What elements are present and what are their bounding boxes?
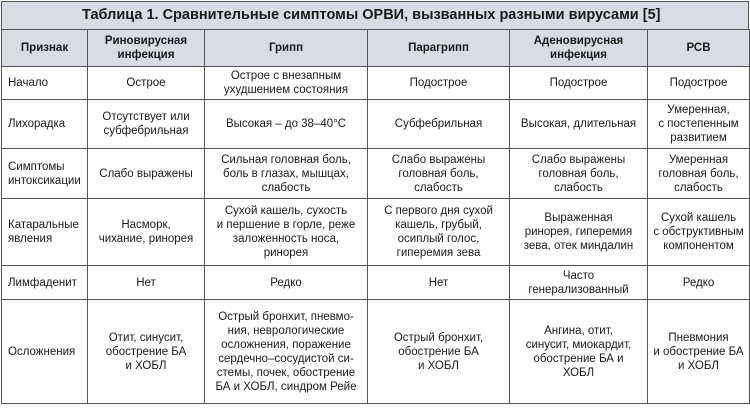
table-cell: Сухой кашель с обструктивным компонентом	[648, 199, 750, 266]
table-cell: Слабо выражены головная боль, слабость	[368, 149, 510, 199]
column-header-influenza: Грипп	[205, 30, 368, 67]
table-cell: Острый бронхит, обострение БА и ХОБЛ	[368, 300, 510, 404]
table-caption: Таблица 1. Сравнительные симптомы ОРВИ, вызванных разными вирусами [5]	[1, 1, 749, 29]
table-cell: Острое с внезапным ухудшением состояния	[205, 67, 368, 100]
row-label: Осложнения	[2, 300, 88, 404]
table-cell: Пневмония и обострение БА и ХОБЛ	[648, 300, 750, 404]
row-label: Лихорадка	[2, 100, 88, 149]
table-cell: Редко	[648, 266, 750, 300]
table-cell: Острое	[88, 67, 205, 100]
table-cell: Сильная головная боль, боль в глазах, мышцах, слабость	[205, 149, 368, 199]
table-cell: Высокая, длительная	[510, 100, 648, 149]
column-header-sign: Признак	[2, 30, 88, 67]
row-label: Катаральные явления	[2, 199, 88, 266]
row-label: Симптомы интоксикации	[2, 149, 88, 199]
table-cell: Подострое	[510, 67, 648, 100]
table-cell: Субфебрильная	[368, 100, 510, 149]
table-row	[2, 300, 750, 404]
table-cell: Слабо выражены	[88, 149, 205, 199]
symptoms-table	[1, 29, 750, 404]
table-cell: Подострое	[648, 67, 750, 100]
table-cell: Умеренная головная боль, слабость	[648, 149, 750, 199]
table-cell: Слабо выражены головная боль, слабость	[510, 149, 648, 199]
table-cell: Нет	[88, 266, 205, 300]
table-cell: Отит, синусит, обострение БА и ХОБЛ	[88, 300, 205, 404]
row-label: Начало	[2, 67, 88, 100]
row-label: Лимфаденит	[2, 266, 88, 300]
table-cell: Умеренная, с постепенным развитием	[648, 100, 750, 149]
table-cell: Отсутствует или субфебрильная	[88, 100, 205, 149]
table-cell: Подострое	[368, 67, 510, 100]
table-row	[2, 266, 750, 300]
header-row	[2, 30, 750, 67]
table-cell: Часто генерализованный	[510, 266, 648, 300]
table-figure	[1, 1, 749, 406]
table-cell: Высокая – до 38–40°C	[205, 100, 368, 149]
table-cell: Сухой кашель, сухость и першение в горле, реже заложенность носа, ринорея	[205, 199, 368, 266]
column-header-rhinovirus: Риновирусная инфекция	[88, 30, 205, 67]
table-cell: Редко	[205, 266, 368, 300]
column-header-rsv: РСВ	[648, 30, 750, 67]
column-header-adenovirus: Аденовирусная инфекция	[510, 30, 648, 67]
table-cell: Насморк, чихание, ринорея	[88, 199, 205, 266]
table-row	[2, 199, 750, 266]
table-cell: Ангина, отит, синусит, миокардит, обострение БА и ХОБЛ	[510, 300, 648, 404]
table-cell: Острый бронхит, пневмо- ния, неврологические осложнения, поражение сердечно–сосудистой си- стемы, почек, обострение БА и ХОБЛ, синдром Рейе	[205, 300, 368, 404]
table-row	[2, 100, 750, 149]
table-cell: С первого дня сухой кашель, грубый, осиплый голос, гиперемия зева	[368, 199, 510, 266]
table-row	[2, 149, 750, 199]
column-header-parainfluenza: Парагрипп	[368, 30, 510, 67]
table-cell: Нет	[368, 266, 510, 300]
table-cell: Выраженная ринорея, гиперемия зева, отек миндалин	[510, 199, 648, 266]
table-row	[2, 67, 750, 100]
